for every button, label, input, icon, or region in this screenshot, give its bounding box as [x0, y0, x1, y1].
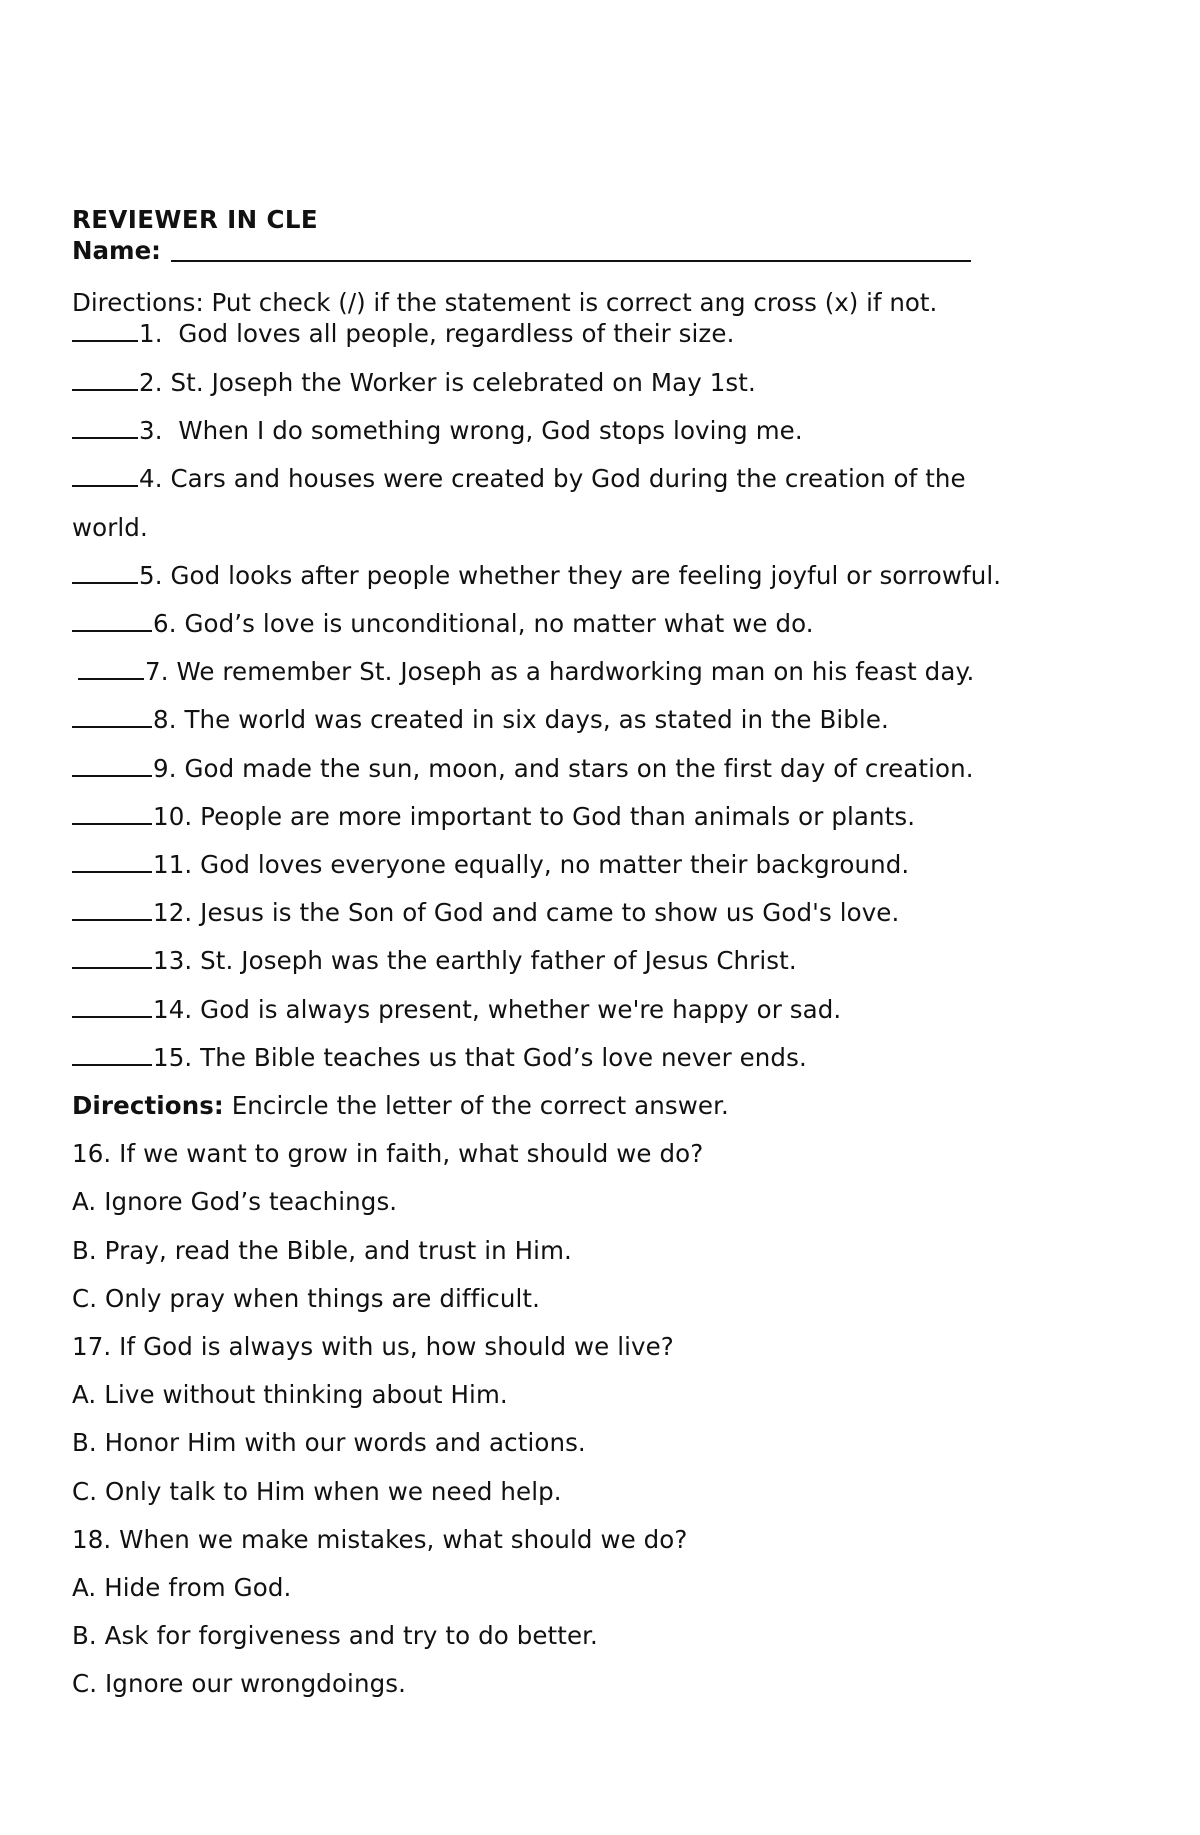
- answer-blank[interactable]: [72, 417, 138, 439]
- true-false-item-2: [72, 359, 1152, 407]
- item-text: 4. Cars and houses were created by God during the creation of the: [139, 464, 966, 494]
- answer-blank[interactable]: [72, 1044, 152, 1066]
- item-text: 14. God is always present, whether we're happy or sad.: [153, 994, 842, 1024]
- worksheet-page: [72, 204, 1152, 1709]
- item-text: 13. St. Joseph was the earthly father of Jesus Christ.: [153, 946, 797, 976]
- item-text: 6. God’s love is unconditional, no matter what we do.: [153, 609, 814, 639]
- answer-blank[interactable]: [78, 658, 144, 680]
- question-18: 18. When we make mistakes, what should we do?: [72, 1524, 688, 1554]
- choice-17-c[interactable]: C. Only talk to Him when we need help.: [72, 1476, 562, 1506]
- true-false-item-4-continuation: world.: [72, 512, 148, 542]
- choice-17-b[interactable]: B. Honor Him with our words and actions.: [72, 1428, 586, 1458]
- answer-blank[interactable]: [72, 465, 138, 487]
- item-text: 10. People are more important to God than animals or plants.: [153, 801, 916, 831]
- true-false-item-12: [72, 889, 1152, 937]
- directions-text: Encircle the letter of the correct answer.: [223, 1091, 729, 1121]
- name-label: Name:: [72, 236, 161, 265]
- true-false-item-6: [72, 600, 1152, 648]
- choice-17-a[interactable]: A. Live without thinking about Him.: [72, 1380, 508, 1410]
- directions-encircle: [72, 1082, 1152, 1130]
- answer-blank[interactable]: [72, 851, 152, 873]
- choice-18-c[interactable]: C. Ignore our wrongdoings.: [72, 1669, 406, 1699]
- item-text: 15. The Bible teaches us that God’s love never ends.: [153, 1042, 807, 1072]
- true-false-item-10: [72, 793, 1152, 841]
- item-text: 1. God loves all people, regardless of their size.: [139, 319, 735, 348]
- answer-blank[interactable]: [72, 755, 152, 777]
- answer-blank[interactable]: [72, 369, 138, 391]
- answer-blank[interactable]: [72, 996, 152, 1018]
- true-false-item-9: [72, 745, 1152, 793]
- true-false-item-11: [72, 841, 1152, 889]
- choice-18-b[interactable]: B. Ask for forgiveness and try to do better.: [72, 1621, 598, 1651]
- choice-18-a[interactable]: A. Hide from God.: [72, 1573, 292, 1603]
- worksheet-title: REVIEWER IN CLE: [72, 205, 319, 234]
- item-text: 5. God looks after people whether they are feeling joyful or sorrowful.: [139, 560, 1002, 590]
- true-false-item-7: [72, 648, 1152, 696]
- directions-check-cross: Directions: Put check (/) if the statement is correct ang cross (x) if not.: [72, 288, 938, 317]
- true-false-item-14: [72, 986, 1152, 1034]
- true-false-item-15: [72, 1034, 1152, 1082]
- answer-blank[interactable]: [72, 899, 152, 921]
- true-false-item-3: [72, 407, 1152, 455]
- question-17: 17. If God is always with us, how should we live?: [72, 1332, 674, 1362]
- answer-blank[interactable]: [72, 803, 152, 825]
- true-false-item-13: [72, 937, 1152, 985]
- name-blank-line[interactable]: [171, 238, 971, 262]
- true-false-item-8: [72, 696, 1152, 744]
- question-16: 16. If we want to grow in faith, what should we do?: [72, 1139, 704, 1169]
- answer-blank[interactable]: [72, 610, 152, 632]
- item-text: 8. The world was created in six days, as stated in the Bible.: [153, 705, 889, 735]
- choice-16-c[interactable]: C. Only pray when things are difficult.: [72, 1283, 540, 1313]
- item-text: 11. God loves everyone equally, no matter their background.: [153, 850, 910, 880]
- true-false-item-5: [72, 552, 1152, 600]
- choice-16-b[interactable]: B. Pray, read the Bible, and trust in Him.: [72, 1235, 572, 1265]
- item-text: 3. When I do something wrong, God stops loving me.: [139, 416, 803, 446]
- true-false-item-4: [72, 455, 1152, 503]
- item-text: 9. God made the sun, moon, and stars on the first day of creation.: [153, 753, 974, 783]
- answer-blank[interactable]: [72, 562, 138, 584]
- item-text: 7. We remember St. Joseph as a hardworking man on his feast day.: [145, 657, 975, 687]
- answer-blank[interactable]: [72, 706, 152, 728]
- true-false-item-1: [72, 318, 1152, 349]
- item-text: 12. Jesus is the Son of God and came to show us God's love.: [153, 898, 900, 928]
- item-text: 2. St. Joseph the Worker is celebrated on May 1st.: [139, 368, 756, 397]
- answer-blank[interactable]: [72, 947, 152, 969]
- answer-blank[interactable]: [72, 320, 138, 342]
- choice-16-a[interactable]: A. Ignore God’s teachings.: [72, 1187, 398, 1217]
- name-row: [72, 235, 1152, 266]
- directions-label: Directions:: [72, 1091, 224, 1121]
